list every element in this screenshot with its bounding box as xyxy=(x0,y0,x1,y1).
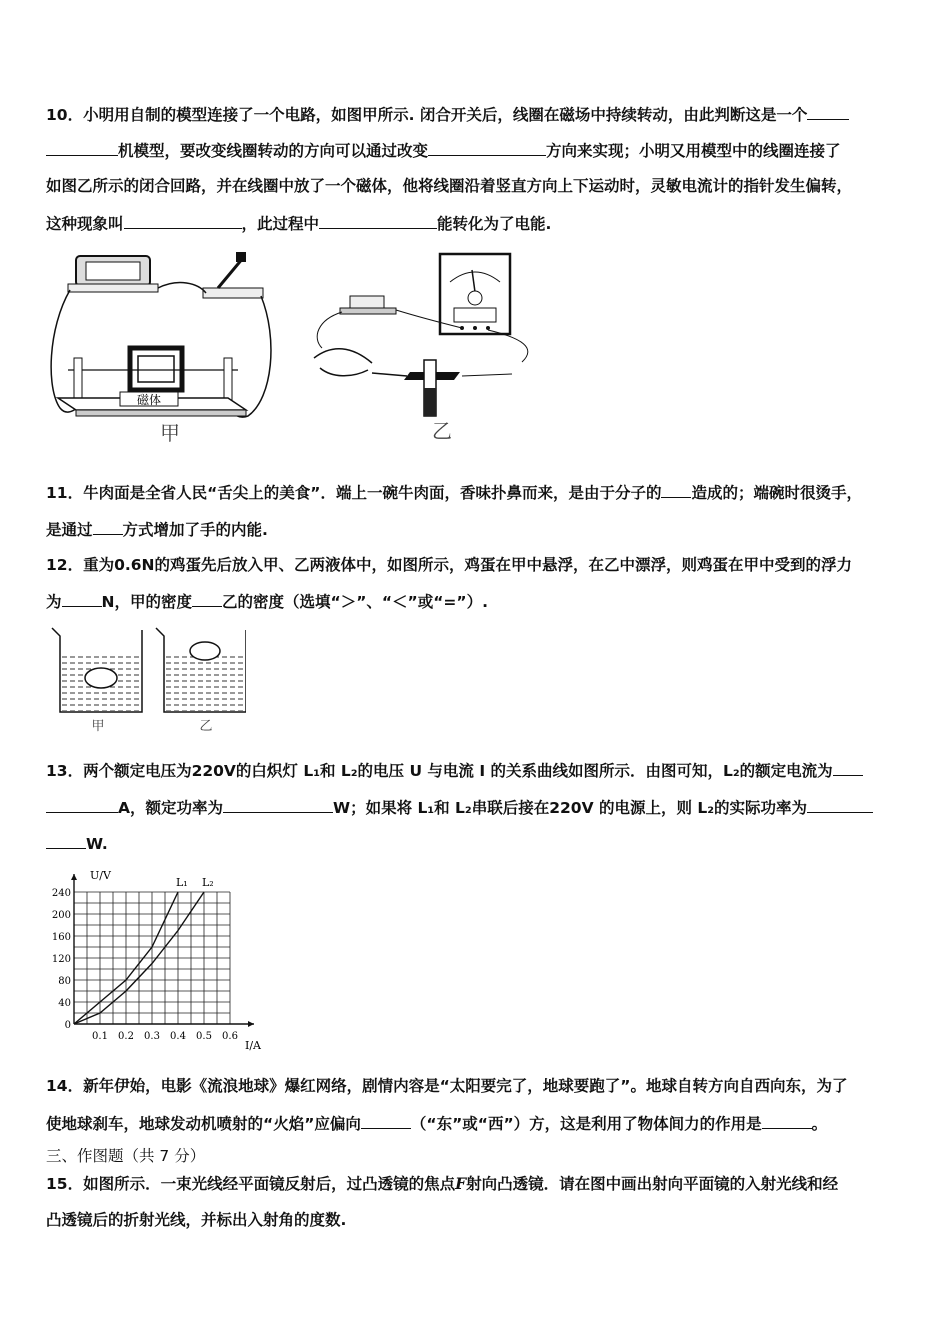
x-tick-label: 0.6 xyxy=(222,1031,238,1042)
q14-blank-1[interactable] xyxy=(361,1113,411,1129)
q15-text: 射向凸透镜．请在图中画出射向平面镜的入射光线和经 xyxy=(466,1175,839,1193)
q10-line-3 xyxy=(46,176,852,196)
q11-blank-1[interactable] xyxy=(661,482,691,498)
figure-jia-caption: 甲 xyxy=(160,421,180,445)
q11-line-2 xyxy=(46,519,268,540)
q10-line-1 xyxy=(46,104,849,125)
q15-line-2 xyxy=(46,1210,346,1230)
q11-blank-2[interactable] xyxy=(93,519,123,535)
q15-line-1 xyxy=(46,1174,838,1194)
q10-blank-4[interactable] xyxy=(319,213,437,229)
focus-symbol: F xyxy=(455,1174,467,1193)
x-tick-label: 0.2 xyxy=(118,1031,134,1042)
q10-text: ，此过程中 xyxy=(241,215,320,233)
x-tick-label: 0.3 xyxy=(144,1031,160,1042)
magnet-label: 磁体 xyxy=(136,393,162,407)
q15-text: 15．如图所示．一束光线经平面镜反射后，过凸透镜的焦点 xyxy=(46,1175,456,1193)
q14-text: （“东”或“西”）方，这是利用了物体间力的作用是 xyxy=(410,1115,762,1133)
q10-blank-2[interactable] xyxy=(428,140,546,156)
q11-text: 是通过 xyxy=(46,521,93,539)
u-i-chart xyxy=(40,866,275,1056)
q11-text: 11．牛肉面是全省人民“舌尖上的美食”．端上一碗牛肉面，香味扑鼻而来，是由于分子的 xyxy=(46,484,662,502)
q14-line-1 xyxy=(46,1076,847,1096)
q13-blank-3b[interactable] xyxy=(46,833,86,849)
q10-blank-3[interactable] xyxy=(124,213,242,229)
q13-blank-1b[interactable] xyxy=(46,797,118,813)
q12-text: 为 xyxy=(46,593,62,611)
y-tick-label: 240 xyxy=(51,888,71,899)
x-tick-label: 0.1 xyxy=(92,1031,108,1042)
q15-text: 凸透镜后的折射光线，并标出入射角的度数. xyxy=(46,1211,347,1229)
y-tick-label: 120 xyxy=(51,954,71,965)
series-label-1: L₁ xyxy=(176,876,188,889)
q13-line-2 xyxy=(46,797,873,818)
q13-blank-3a[interactable] xyxy=(807,797,873,813)
q14-line-2 xyxy=(46,1113,827,1134)
beaker-yi-caption: 乙 xyxy=(199,719,213,734)
q13-text: W；如果将 L₁和 L₂串联后接在220V 的电源上，则 L₂的实际功率为 xyxy=(333,799,808,817)
series-label-2: L₂ xyxy=(202,876,214,889)
y-axis-label: U/V xyxy=(90,869,111,882)
x-axis-label: I/A xyxy=(245,1039,261,1052)
q10-text: 能转化为了电能. xyxy=(437,215,552,233)
figure-yi-caption: 乙 xyxy=(432,419,452,443)
q13-text: 13．两个额定电压为220V的白炽灯 L₁和 L₂的电压 U 与电流 I 的关系曲线如图所示．由图可知，L₂的额定电流为 xyxy=(46,762,833,780)
q10-blank-1a[interactable] xyxy=(807,104,849,120)
q14-text: 使地球刹车，地球发动机喷射的“火焰”应偏向 xyxy=(46,1115,361,1133)
x-tick-label: 0.4 xyxy=(170,1031,186,1042)
q13-line-1 xyxy=(46,760,863,781)
q11-text: 方式增加了手的内能. xyxy=(122,521,268,539)
q13-line-3 xyxy=(46,833,108,854)
q10-blank-1b[interactable] xyxy=(46,140,118,156)
q12-line-2 xyxy=(46,591,488,612)
q12-line-1 xyxy=(46,555,852,575)
q13-text: A，额定功率为 xyxy=(118,799,223,817)
q12-blank-1[interactable] xyxy=(62,591,102,607)
y-tick-label: 40 xyxy=(58,998,71,1009)
y-axis-arrow xyxy=(71,874,77,880)
figure-beakers xyxy=(46,624,246,734)
figure-yi-induction xyxy=(312,248,542,448)
section-3-heading xyxy=(46,1146,205,1166)
q10-text: 方向来实现；小明又用模型中的线圈连接了 xyxy=(546,142,841,160)
q13-blank-2[interactable] xyxy=(223,797,333,813)
beaker-jia-caption: 甲 xyxy=(91,719,105,734)
x-axis-arrow xyxy=(248,1021,254,1027)
q14-blank-2[interactable] xyxy=(762,1113,812,1129)
section-title: 三、作图题（共 7 分） xyxy=(46,1147,206,1165)
q13-blank-1a[interactable] xyxy=(833,760,863,776)
q12-text: 12．重为0.6N的鸡蛋先后放入甲、乙两液体中，如图所示，鸡蛋在甲中悬浮，在乙中漂浮，则鸡蛋在甲中受到的浮力 xyxy=(46,556,853,574)
q14-text: 14．新年伊始，电影《流浪地球》爆红网络，剧情内容是“太阳要完了，地球要跑了”。地球自转方向自西向东，为了 xyxy=(46,1077,848,1095)
y-tick-label: 80 xyxy=(58,976,71,987)
q13-text: W. xyxy=(86,835,108,853)
q12-blank-2[interactable] xyxy=(192,591,222,607)
y-tick-label: 200 xyxy=(51,910,71,921)
figure-jia-motor-model xyxy=(48,248,278,448)
q10-text: 这种现象叫 xyxy=(46,215,124,233)
q11-line-1 xyxy=(46,482,862,503)
q14-text: 。 xyxy=(811,1115,828,1133)
q12-text: 乙的密度（选填“＞”、“＜”或“=”）. xyxy=(222,593,488,611)
x-tick-label: 0.5 xyxy=(196,1031,212,1042)
y-tick-label: 0 xyxy=(64,1020,71,1031)
q10-line-4 xyxy=(46,213,551,234)
q12-text: N，甲的密度 xyxy=(101,593,192,611)
q10-text: 如图乙所示的闭合回路，并在线圈中放了一个磁体，他将线圈沿着竖直方向上下运动时，灵敏电流计的指针发生偏转， xyxy=(46,177,853,195)
q10-text: 机模型，要改变线圈转动的方向可以通过改变 xyxy=(118,142,429,160)
q11-text: 造成的；端碗时很烫手， xyxy=(691,484,862,502)
y-tick-label: 160 xyxy=(51,932,71,943)
q10-text: 10．小明用自制的模型连接了一个电路，如图甲所示. 闭合开关后，线圈在磁场中持续转动，由此判断这是一个 xyxy=(46,106,808,124)
q10-line-2 xyxy=(46,140,841,161)
